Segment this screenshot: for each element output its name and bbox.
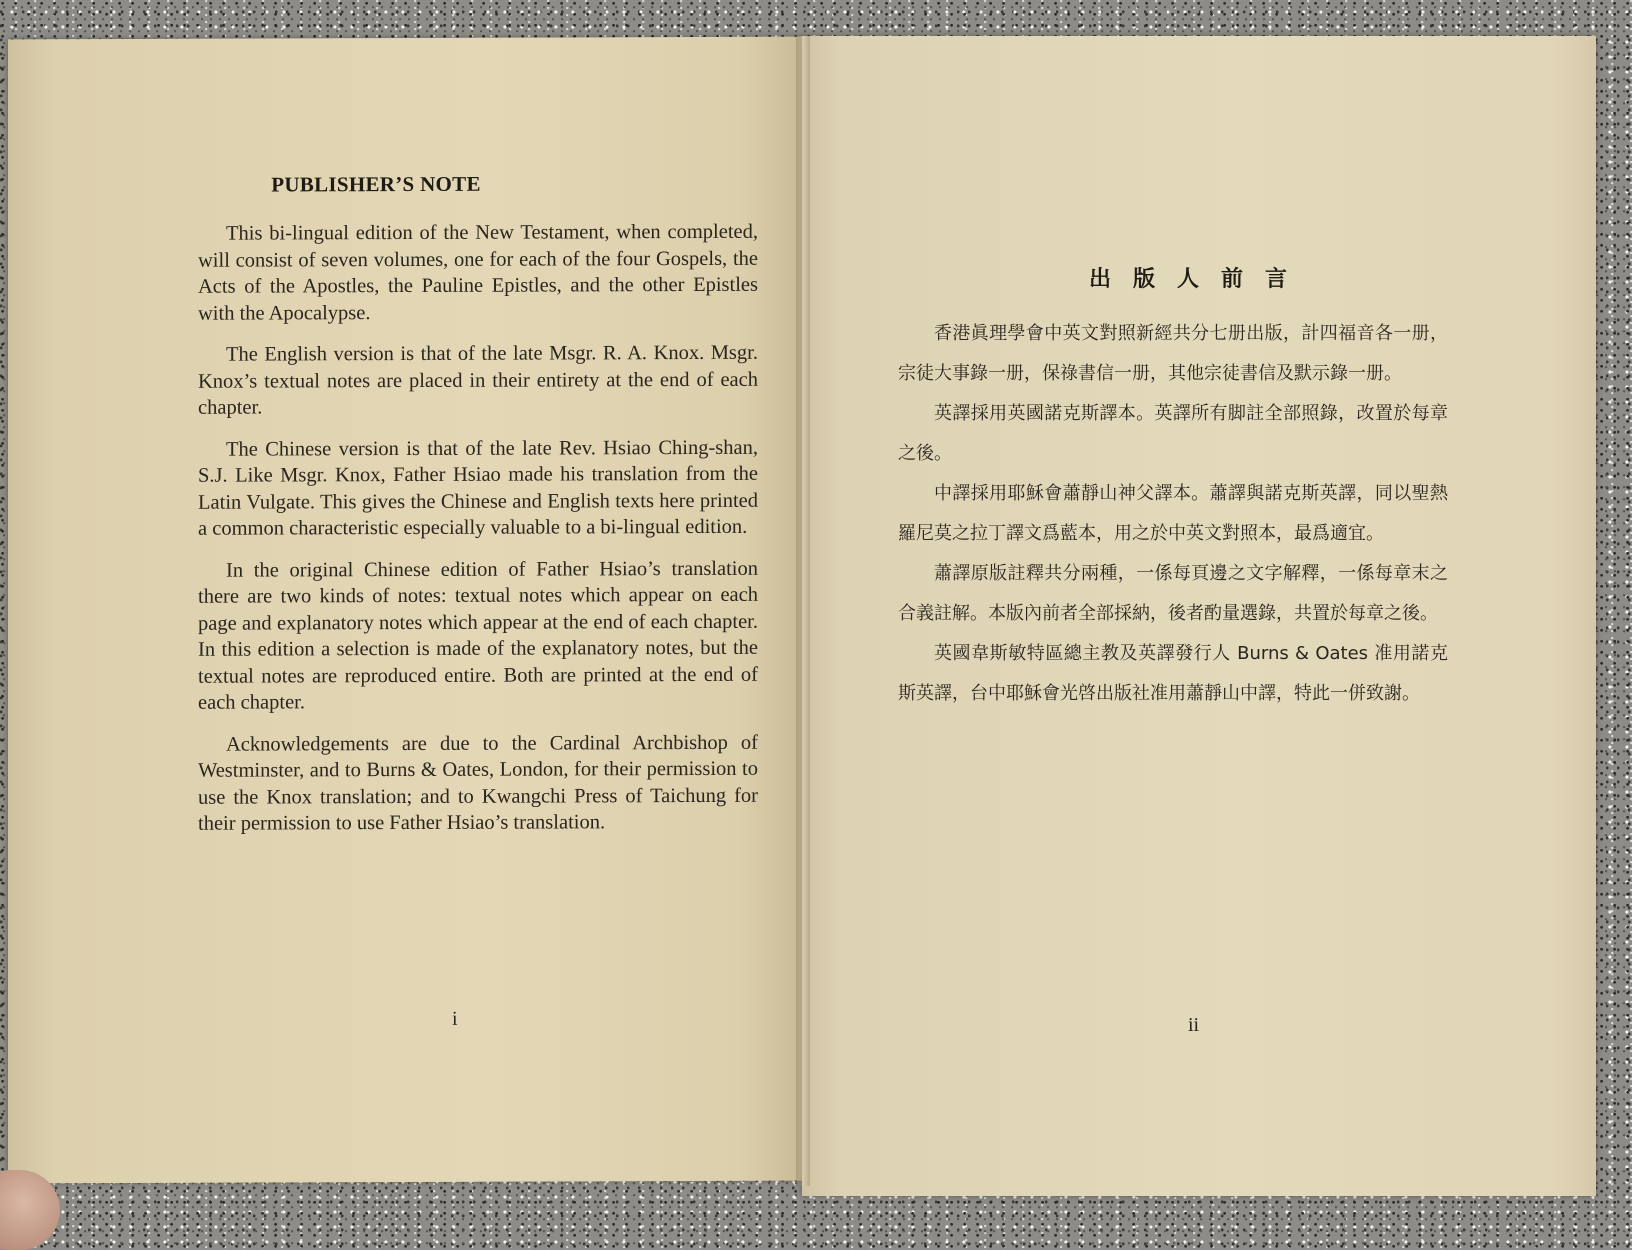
right-page — [802, 36, 1596, 1196]
page-number: ii — [1188, 1014, 1200, 1036]
paragraph: Acknowledgements are due to the Cardinal Archbishop of Westminster, and to Burns & Oates, London, for their permission to use the Knox translation; and to Kwangchi Press of Taichung for their permission to use Father Hsiao’s translation. — [198, 731, 758, 835]
page-title: 出版人前言 — [1088, 267, 1309, 292]
paragraph: 英譯採用英國諾克斯譯本。英譯所有脚註全部照錄，改置於每章之後。 — [898, 403, 1448, 464]
paragraph: The English version is that of the late Msgr. R. A. Knox. Msgr. Knox’s textual notes are placed in their entirety at the end of each chapter. — [198, 341, 758, 419]
page-number: i — [452, 1007, 458, 1030]
paragraph: 英國韋斯敏特區總主教及英譯發行人 Burns & Oates 准用諾克斯英譯，台中耶穌會光啓出版社准用蕭靜山中譯，特此一併致謝。 — [898, 643, 1448, 704]
paragraph: In the original Chinese edition of Father Hsiao’s translation there are two kinds of notes: textual notes which appear on each page and explanatory notes which appear at the end of each chapter. In this edition a selection is made of the explanatory notes, but the textual notes are reproduced entire. Both are printed at the end of each chapter. — [198, 557, 758, 714]
paragraph: The Chinese version is that of the late Rev. Hsiao Ching-shan, S.J. Like Msgr. Knox, Father Hsiao made his translation from the Latin Vulgate. This gives the Chinese and English texts here printed a common characteristic especially valuable to a bi-lingual edition. — [198, 436, 758, 540]
paragraph: 香港眞理學會中英文對照新經共分七册出版，計四福音各一册，宗徒大事錄一册，保祿書信一册，其他宗徒書信及默示錄一册。 — [898, 323, 1448, 384]
book-spine — [796, 36, 810, 1186]
publishers-note-body — [198, 219, 758, 852]
paragraph: This bi-lingual edition of the New Testament, when completed, will consist of seven volumes, one for each of the four Gospels, the Acts of the Apostles, the Pauline Epistles, and the other Epistles with the Apocalypse. — [198, 220, 758, 325]
preface-body — [898, 314, 1448, 714]
left-page — [8, 37, 804, 1184]
paragraph: 中譯採用耶穌會蕭靜山神父譯本。蕭譯與諾克斯英譯，同以聖熱羅尼莫之拉丁譯文爲藍本，用之於中英文對照本，最爲適宜。 — [898, 483, 1448, 544]
page-title: PUBLISHER’S NOTE — [271, 171, 481, 197]
paragraph: 蕭譯原版註釋共分兩種，一係每頁邊之文字解釋，一係每章末之合義註解。本版內前者全部採納，後者酌量選錄，共置於每章之後。 — [898, 563, 1448, 624]
